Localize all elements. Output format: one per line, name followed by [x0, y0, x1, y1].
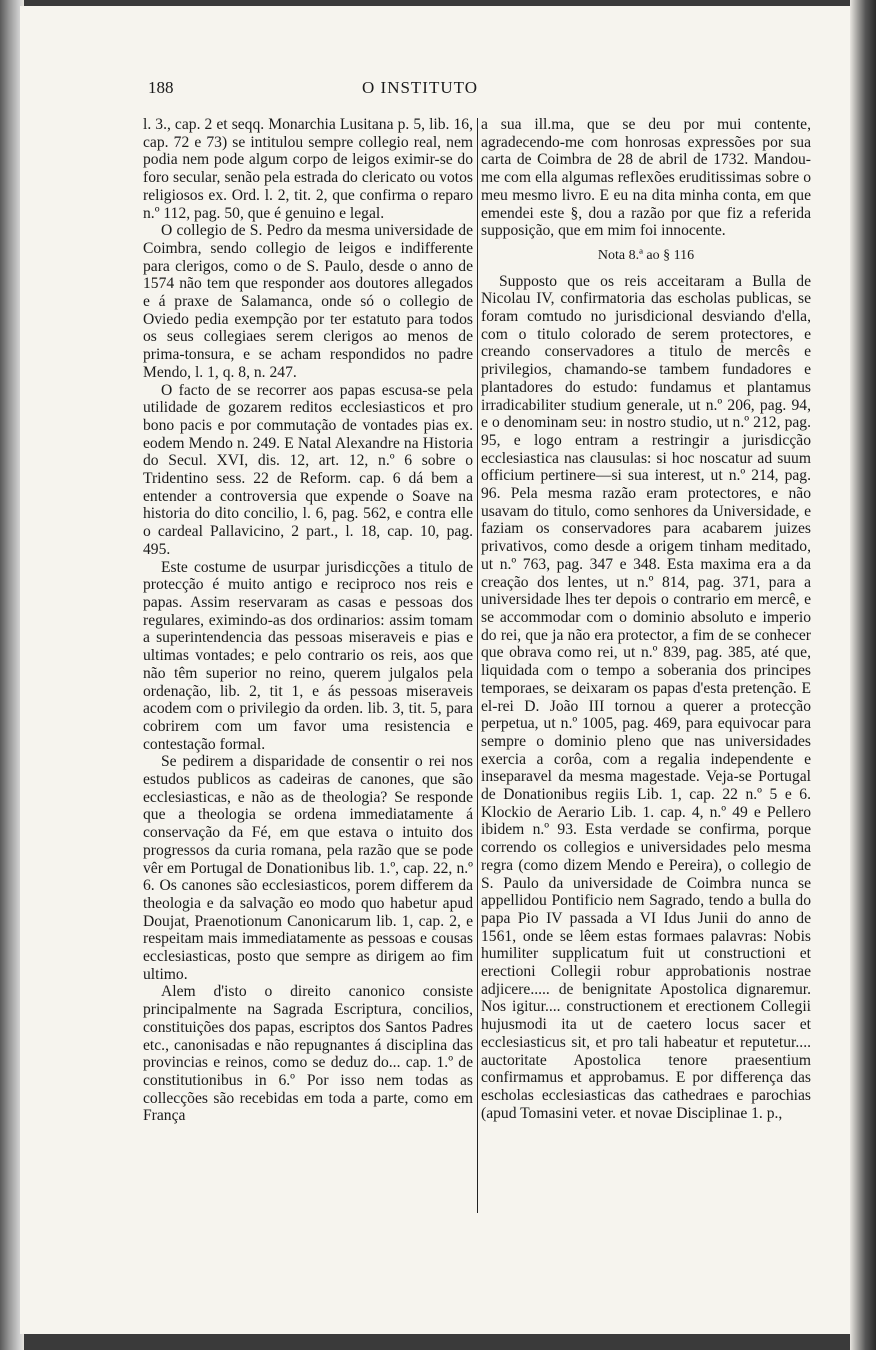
page-number: 188: [148, 78, 174, 97]
left-paragraph-2: O collegio de S. Pedro da mesma universidade de Coimbra, sendo collegio de leigos e indifferente para clerigos, como o de S. Paulo, desde o anno de 1574 não tem que responder aos doutores allegados e á praxe de Salamanca, onde só o collegio de Oviedo pedia exempção por ter estatuto para todos os seus collegiaes serem clerigos ao menos de prima-tonsura, e se acham respondidos no padre Mendo, l. 1, q. 8, n. 247.: [143, 222, 473, 381]
left-paragraph-5: Se pedirem a disparidade de consentir o rei nos estudos publicos as cadeiras de canones, que são ecclesiasticas, e não as de theologia? Se responde que a theologia se ordena immediatamente á conservação da Fé, em que estava o intuito dos progressos da curia romana, pela razão que se pode vêr em Portugal de Donationibus lib. 1.º, cap. 22, n.º 6. Os canones são ecclesiasticos, porem differem da theologia e da salvação eo modo quo habetur apud Doujat, Praenotionum Canonicarum lib. 1, cap. 2, e respeitam mais immediatamente as pessoas e cousas ecclesiasticas, posto que sempre as dirigem ao fim ultimo.: [143, 753, 473, 983]
left-paragraph-4: Este costume de usurpar jurisdicções a titulo de protecção é muito antigo e reciproco nos reis e papas. Assim reservaram as casas e pessoas dos regulares, eximindo-as dos ordinarios: assim tomam a superintendencia das pessoas miseraveis e pias e ultimas vontades; e pelo contrario os reis, aos que não têm superior no reino, querem julgalos pela ordenação, lib. 2, tit 1, e ás pessoas miseraveis acodem com o privilegio da orden. lib. 3, tit. 5, para cobrirem com um favor uma resistencia e contestação formal.: [143, 558, 473, 753]
page-header: [140, 78, 700, 104]
right-column: [481, 116, 811, 1122]
left-paragraph-1: l. 3., cap. 2 et seqq. Monarchia Lusitana p. 5, lib. 16, cap. 72 e 73) se intitulou sempre collegio real, nem podia nem pode algum corpo de leigos eximir-se do foro secular, senão pela estrada do clericato ou votos religiosos ex. Ord. l. 2, tit. 2, que confirma o reparo n.º 112, pag. 50, que é genuino e legal.: [143, 116, 473, 222]
column-divider: [477, 118, 478, 1213]
right-intro-paragraph: a sua ill.ma, que se deu por mui contente, agradecendo-me com honrosas expressões por sua carta de Coimbra de 28 de abril de 1732. Mandou-me com ella algumas reflexões eruditissimas sobre o meu mesmo livro. E eu na dita minha conta, em que emendei este §, dou a razão por que fiz a referida supposição, que em mim foi innocente.: [481, 116, 811, 240]
left-column: [143, 116, 473, 1125]
note-heading: Nota 8.ª ao § 116: [597, 247, 695, 263]
right-body-paragraph: Supposto que os reis acceitaram a Bulla de Nicolau IV, confirmatoria das escholas publicas, se foram comtudo no jurisdicional desviando d'ella, com o titulo colorado de serem protectores, e creando conservadores a titulo de mercês e privilegios, chamando-se tambem fundadores e plantadores do estudo: fundamus et plantamus irradicabiliter studium generale, ut n.º 206, pag. 94, e o denominam seu: in nostro studio, ut n.º 212, pag. 95, e logo entram a restringir a jurisdicção ecclesiastica nas clausulas: si hoc noscatur ad suum officium pertinere—si sua interest, ut n.º 214, pag. 96. Pela mesma razão eram protectores, e não usavam do titulo, como senhores da Universidade, e faziam os conservadores para acabarem juizes privativos, como desde a origem tinham meditado, ut n.º 763, pag. 347 e 348. Esta maxima era a da creação dos lentes, ut n.º 814, pag. 371, para a universidade lhes ter depois o contrario em mercê, e se accommodar com o dominio absoluto e imperio do rei, que ja não era protector, a fim de se conhecer que obrava como rei, ut n.º 839, pag. 385, até que, liquidada com o tempo a soberania dos principes temporaes, se deixaram os papas d'esta pretenção. E el-rei D. João III tornou a querer a protecção perpetua, ut n.º 1005, pag. 469, para equivocar para sempre o dominio pleno que nas universidades exercia a corôa, com a regalia independente e inseparavel da mesma magestade. Veja-se Portugal de Donationibus regiis Lib. 1, cap. 22 n.º 5 e 6. Klockio de Aerario Lib. 1. cap. 4, n.º 49 e Pellero ibidem n.º 93. Esta verdade se confirma, porque correndo os collegios e universidades pelo mesma regra (como dizem Mendo e Pereira), o collegio de S. Paulo da universidade de Coimbra nunca se appellidou Pontificio nem Sagrado, tendo a bulla do papa Pio IV passada a VI Idus Junii do anno de 1561, onde se lêem estas formaes palavras: Nobis humiliter supplicatum fuit ut constructioni et erectioni Collegii robur approbationis nostrae adjicere..... de benignitate Apostolica dignaremur. Nos igitur.... constructionem et erectionem Collegii hujusmodi ita ut de caetero locus sacer et ecclesiasticus sit, et pro tali habeatur et reputetur.... auctoritate Apostolica tenore praesentium confirmamus et approbamus. E por differença das escholas ecclesiasticas das cathedraes e parochias (apud Tomasini veter. et novae Disciplinae 1. p.,: [481, 272, 811, 1122]
page-edge-shadow: [850, 0, 876, 1350]
left-paragraph-6: Alem d'isto o direito canonico consiste principalmente na Sagrada Escriptura, concilios, constituições dos papas, escriptos dos Santos Padres etc., canonisadas e não repugnantes á disciplina das provincias e reinos, como se deduz do... cap. 1.º de constitutionibus in 6.º Por isso nem todas as collecções são recebidas em toda a parte, como em França: [143, 983, 473, 1125]
running-title: O INSTITUTO: [362, 78, 478, 97]
left-paragraph-3: O facto de se recorrer aos papas escusa-se pela utilidade de gozarem reditos ecclesiasticos et pro bono pacis e por commutação de vontades pias ex. eodem Mendo n. 249. E Natal Alexandre na Historia do Secul. XVI, dis. 12, art. 12, n.º 6 sobre o Tridentino sess. 22 de Reform. cap. 6 dá bem a entender a controversia que expende o Soave na historia do dito concilio, l. 6, pag. 562, e contra elle o cardeal Pallavicino, 2 part., l. 18, cap. 10, pag. 495.: [143, 381, 473, 558]
